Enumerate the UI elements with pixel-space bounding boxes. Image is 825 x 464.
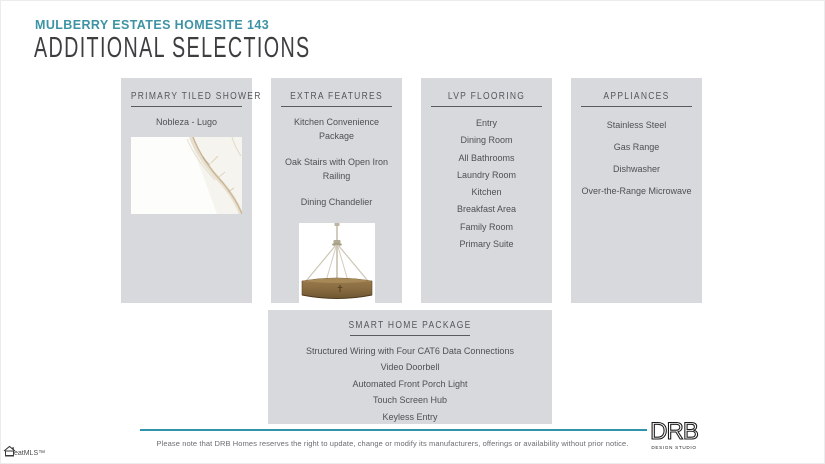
card-items bbox=[121, 115, 252, 129]
selection-item: Video Doorbell bbox=[380, 362, 440, 373]
title-underline bbox=[281, 106, 392, 107]
card-items bbox=[421, 115, 552, 253]
title-underline bbox=[131, 106, 242, 107]
selection-item: Touch Screen Hub bbox=[372, 395, 448, 406]
selection-item: Automated Front Porch Light bbox=[352, 378, 468, 389]
drb-design-studio-logo bbox=[646, 420, 702, 450]
card-title: EXTRA FEATURES bbox=[290, 91, 383, 102]
selection-item: Kitchen Convenience Package bbox=[293, 117, 380, 141]
selection-item: Nobleza - Lugo bbox=[155, 117, 218, 127]
card-appliances bbox=[571, 78, 702, 303]
card-extra-features bbox=[271, 78, 402, 303]
selection-item: Dining Room bbox=[460, 135, 513, 146]
community-homesite-label: MULBERRY ESTATES HOMESITE 143 bbox=[35, 18, 270, 32]
selection-item: Kitchen bbox=[471, 187, 502, 198]
drb-logo-subtext: DESIGN STUDIO bbox=[651, 445, 697, 450]
footer-disclaimer: Please note that DRB Homes reserves the right to update, change or modify its manufacturers, offerings or availability without prior notice. bbox=[156, 439, 629, 448]
selection-item: Stainless Steel bbox=[606, 120, 667, 130]
title-underline bbox=[431, 106, 542, 107]
drum-chandelier-image bbox=[299, 223, 375, 305]
selection-item: Dishwasher bbox=[612, 164, 661, 174]
title-underline bbox=[581, 106, 692, 107]
footer-divider-line bbox=[140, 429, 647, 431]
card-title: PRIMARY TILED SHOWER bbox=[130, 91, 262, 102]
selection-item: Gas Range bbox=[613, 142, 660, 152]
selection-item: Breakfast Area bbox=[456, 204, 517, 215]
mls-watermark bbox=[3, 445, 45, 457]
selection-item: Dining Chandelier bbox=[300, 197, 373, 207]
card-smart-home-package bbox=[268, 310, 552, 424]
card-lvp-flooring bbox=[421, 78, 552, 303]
card-items bbox=[271, 116, 402, 210]
selection-item: Primary Suite bbox=[459, 239, 514, 250]
selection-item: Laundry Room bbox=[456, 169, 517, 180]
card-items bbox=[268, 343, 552, 425]
page-title: ADDITIONAL SELECTIONS bbox=[34, 32, 311, 64]
card-title: SMART HOME PACKAGE bbox=[348, 320, 472, 331]
selection-item: Family Room bbox=[459, 221, 513, 232]
selection-item: Structured Wiring with Four CAT6 Data Connections bbox=[306, 346, 514, 356]
mls-watermark-text: eatMLS™ bbox=[14, 450, 46, 457]
card-primary-tiled-shower bbox=[121, 78, 262, 303]
selection-item: Entry bbox=[475, 118, 497, 128]
drb-logo-text: DRB bbox=[650, 418, 698, 445]
card-items bbox=[571, 114, 702, 202]
selection-item: Over-the-Range Microwave bbox=[581, 186, 692, 196]
title-underline bbox=[350, 335, 470, 336]
card-title: LVP FLOORING bbox=[447, 91, 526, 102]
selection-item: Oak Stairs with Open Iron Railing bbox=[284, 157, 389, 181]
selection-item: Keyless Entry bbox=[382, 411, 438, 422]
marble-tile-swatch-image bbox=[131, 137, 242, 214]
card-title: APPLIANCES bbox=[603, 91, 670, 102]
selection-item: All Bathrooms bbox=[458, 152, 515, 163]
